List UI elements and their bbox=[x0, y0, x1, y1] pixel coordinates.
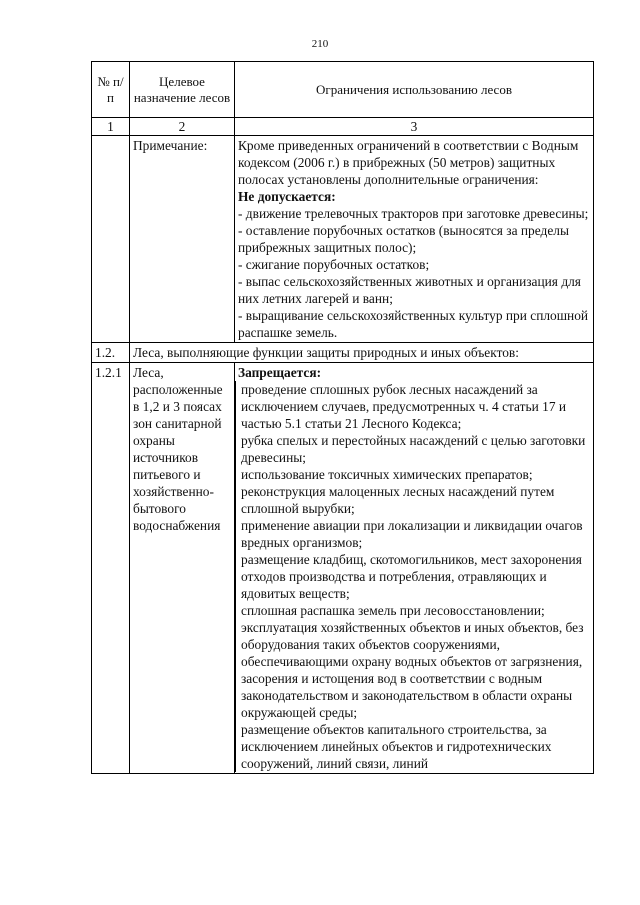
row-1-2-1-purpose: Леса, расположенные в 1,2 и 3 поясах зон санитарной охраны источников питьевого и хозяйственно-бытового водоснабжения bbox=[130, 363, 235, 774]
note-number-cell bbox=[92, 136, 130, 343]
column-number-3: 3 bbox=[235, 118, 594, 136]
section-number: 1.2. bbox=[92, 343, 130, 363]
note-item: - выращивание сельскохозяйственных культур при сплошной распашке земель. bbox=[238, 308, 589, 340]
restrictions-table bbox=[91, 61, 594, 774]
note-content bbox=[235, 136, 594, 343]
note-item: - выпас сельскохозяйственных животных и организация для них летних лагерей и ванн; bbox=[238, 274, 581, 306]
column-number-1: 1 bbox=[92, 118, 130, 136]
column-number-2: 2 bbox=[130, 118, 235, 136]
header-purpose: Целевое назначение лесов bbox=[130, 62, 235, 118]
note-intro: Кроме приведенных ограничений в соответствии с Водным кодексом (2006 г.) в прибрежных (50 метров) защитных полосах установлены дополнительные ограничения: bbox=[238, 138, 579, 187]
column-number-row bbox=[92, 118, 594, 136]
prohibited-heading: Запрещается: bbox=[238, 365, 322, 380]
prohibition-item: проведение сплошных рубок лесных насаждений за исключением случаев, предусмотренных ч. 4 статьи 17 и частью 5.1 статьи 21 Лесного Кодекса; bbox=[235, 381, 590, 432]
prohibition-item: сплошная распашка земель при лесовосстановлении; bbox=[235, 602, 590, 619]
prohibition-item: эксплуатация хозяйственных объектов и иных объектов, без оборудования таких объектов сооружениями, обеспечивающими охрану водных объектов от загрязнения, засорения и истощения вод в соответствии с водным законодательством и законодательством в области охраны окружающей среды; bbox=[235, 619, 590, 721]
table-header-row bbox=[92, 62, 594, 118]
section-row bbox=[92, 343, 594, 363]
header-number: № п/п bbox=[92, 62, 130, 118]
row-1-2-1-number: 1.2.1 bbox=[92, 363, 130, 774]
prohibition-item: размещение кладбищ, скотомогильников, мест захоронения отходов производства и потребления, отравляющих и ядовитых веществ; bbox=[235, 551, 590, 602]
prohibition-item: размещение объектов капитального строительства, за исключением линейных объектов и гидротехнических сооружений, линий связи, линий bbox=[235, 721, 590, 772]
note-heading: Не допускается: bbox=[238, 189, 336, 204]
note-item: - оставление порубочных остатков (выносятся за пределы прибрежных защитных полос); bbox=[238, 223, 569, 255]
prohibition-item: рубка спелых и перестойных насаждений с целью заготовки древесины; bbox=[235, 432, 590, 466]
page-number: 210 bbox=[311, 38, 329, 50]
note-label: Примечание: bbox=[130, 136, 235, 343]
prohibition-item: использование токсичных химических препаратов; bbox=[235, 466, 590, 483]
note-item: - сжигание порубочных остатков; bbox=[238, 257, 430, 272]
note-item: - движение трелевочных тракторов при заготовке древесины; bbox=[238, 206, 589, 221]
note-row bbox=[92, 136, 594, 343]
section-title: Леса, выполняющие функции защиты природных и иных объектов: bbox=[130, 343, 594, 363]
row-1-2-1-restrictions bbox=[235, 363, 594, 774]
header-restrictions: Ограничения использованию лесов bbox=[235, 62, 594, 118]
row-1-2-1 bbox=[92, 363, 594, 774]
prohibition-item: реконструкция малоценных лесных насаждений путем сплошной вырубки; bbox=[235, 483, 590, 517]
prohibition-item: применение авиации при локализации и ликвидации очагов вредных организмов; bbox=[235, 517, 590, 551]
